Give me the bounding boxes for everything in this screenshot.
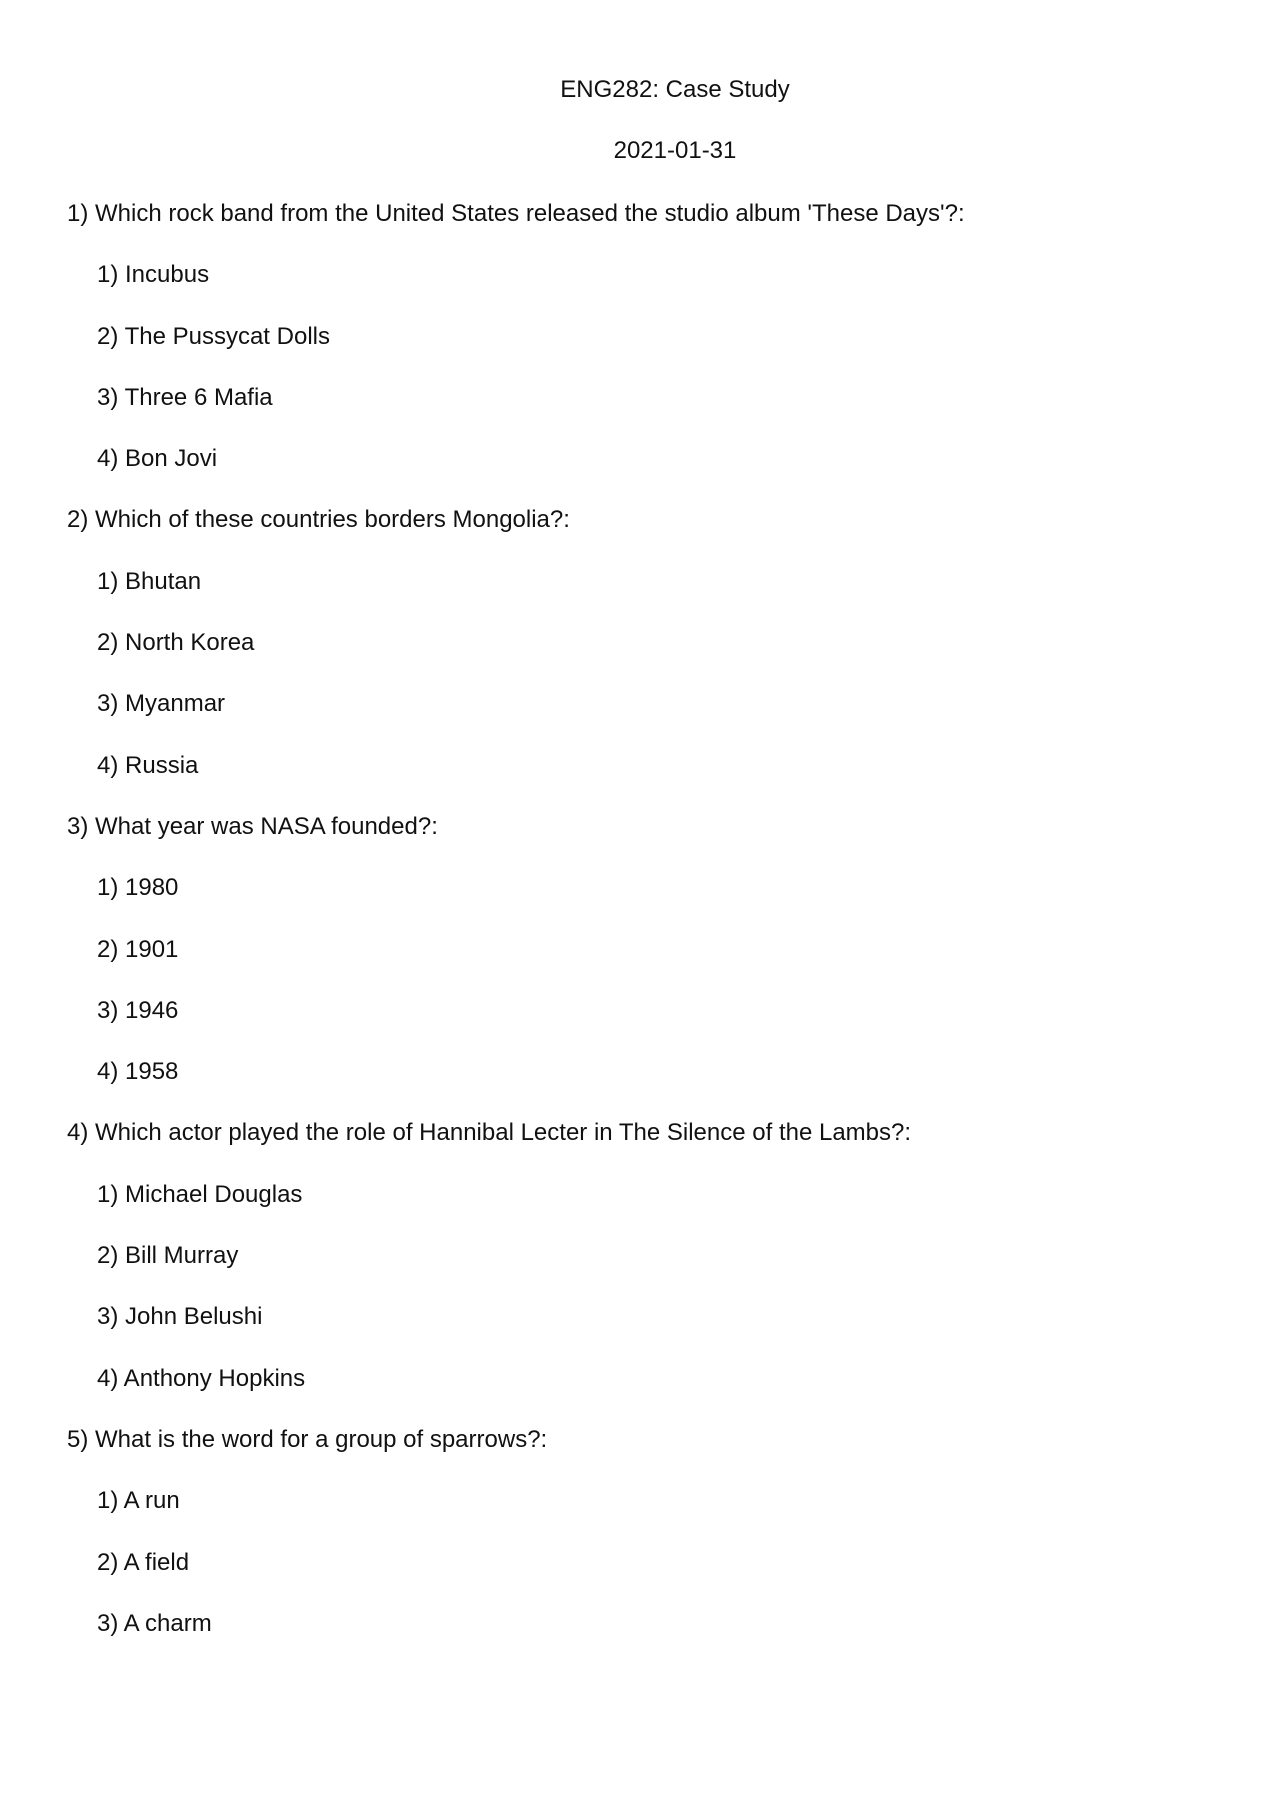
answer-option: 3) John Belushi (97, 1303, 263, 1331)
answer-option: 1) Michael Douglas (97, 1180, 303, 1208)
question-text: 1) Which rock band from the United States released the studio album 'These Days'?: (67, 200, 965, 227)
answer-option: 2) Bill Murray (97, 1242, 239, 1270)
answer-option: 1) A run (97, 1487, 180, 1515)
answer-option: 2) A field (97, 1548, 190, 1576)
answer-option: 4) Bon Jovi (97, 445, 218, 473)
question-1 (67, 199, 965, 505)
question-text: 4) Which actor played the role of Hannibal Lecter in The Silence of the Lambs?: (67, 1119, 912, 1147)
answer-option: 3) Three 6 Mafia (97, 383, 273, 411)
document-date: 2021-01-31 (613, 137, 737, 164)
question-text: 2) Which of these countries borders Mongolia?: (67, 506, 570, 534)
question-3 (67, 812, 965, 1118)
answer-option: 2) 1901 (97, 935, 179, 963)
answer-option: 1) Bhutan (97, 567, 202, 595)
answer-option: 3) Myanmar (97, 690, 226, 718)
answer-option: 4) Russia (97, 751, 199, 779)
question-5 (67, 1425, 965, 1670)
answer-option: 4) 1958 (97, 1058, 179, 1086)
answer-option: 4) Anthony Hopkins (97, 1364, 306, 1392)
document-title: ENG282: Case Study (560, 76, 790, 103)
question-list (67, 199, 965, 1670)
answer-option: 3) 1946 (97, 996, 179, 1024)
question-text: 3) What year was NASA founded?: (67, 812, 438, 840)
answer-option: 1) Incubus (97, 261, 210, 289)
answer-option: 3) A charm (97, 1609, 212, 1637)
question-4 (67, 1118, 965, 1424)
answer-option: 2) The Pussycat Dolls (97, 322, 330, 350)
answer-option: 1) 1980 (97, 874, 179, 902)
answer-option: 2) North Korea (97, 629, 255, 657)
question-2 (67, 505, 965, 811)
question-text: 5) What is the word for a group of sparrows?: (67, 1425, 548, 1453)
